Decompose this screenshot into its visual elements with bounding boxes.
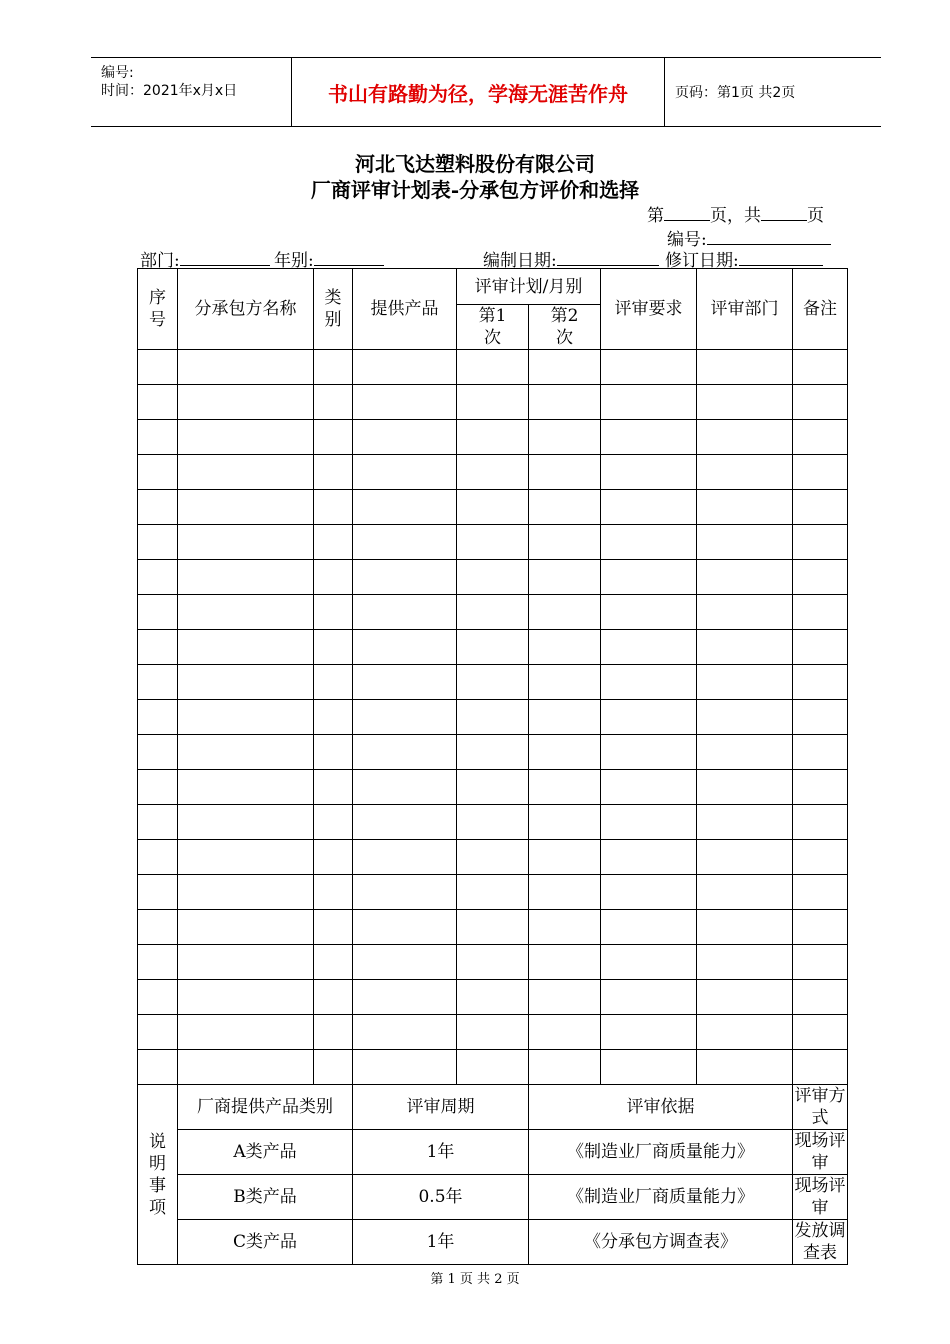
table-cell[interactable] (793, 840, 848, 875)
department-label: 部门: (140, 251, 180, 271)
table-cell[interactable] (793, 700, 848, 735)
table-cell[interactable] (353, 630, 457, 665)
table-cell[interactable] (529, 665, 601, 700)
table-cell[interactable] (529, 945, 601, 980)
table-cell[interactable] (178, 875, 314, 910)
table-cell[interactable] (178, 770, 314, 805)
table-cell[interactable] (697, 665, 793, 700)
table-cell[interactable] (793, 665, 848, 700)
table-cell[interactable] (793, 595, 848, 630)
table-cell[interactable] (178, 980, 314, 1015)
table-cell[interactable] (353, 385, 457, 420)
table-cell[interactable] (178, 490, 314, 525)
table-cell[interactable] (314, 735, 353, 770)
page-number-field[interactable] (664, 205, 710, 221)
table-row (138, 630, 848, 665)
table-row (138, 875, 848, 910)
table-cell[interactable] (529, 700, 601, 735)
table-cell[interactable] (314, 910, 353, 945)
notes-cell: 1年 (353, 1220, 529, 1265)
header-number-label: 编号: (101, 65, 134, 81)
table-cell[interactable] (353, 1050, 457, 1085)
table-cell[interactable] (793, 385, 848, 420)
table-cell[interactable] (697, 595, 793, 630)
table-cell[interactable] (601, 630, 697, 665)
table-row (138, 1015, 848, 1050)
table-cell[interactable] (697, 770, 793, 805)
page-suffix: 页 (807, 206, 824, 226)
table-cell[interactable] (314, 840, 353, 875)
table-cell[interactable] (529, 1015, 601, 1050)
header-page-cell (665, 58, 881, 126)
page-total-field[interactable] (761, 205, 807, 221)
table-cell[interactable] (697, 910, 793, 945)
page-prefix: 第 (647, 206, 664, 226)
table-cell[interactable] (601, 735, 697, 770)
table-cell[interactable] (314, 770, 353, 805)
table-cell[interactable] (314, 665, 353, 700)
table-cell[interactable] (457, 490, 529, 525)
table-cell[interactable] (793, 420, 848, 455)
header-time: 时间：2021年x月x日 (101, 83, 238, 99)
notes-header-cell: 评审方式 (794, 1086, 846, 1128)
header-second: 第2次 (529, 305, 601, 350)
table-cell[interactable] (178, 385, 314, 420)
table-cell[interactable] (697, 945, 793, 980)
table-cell[interactable] (457, 875, 529, 910)
notes-header-cell: 评审依据 (529, 1085, 793, 1130)
table-cell[interactable] (529, 420, 601, 455)
document-header (91, 57, 881, 127)
table-cell[interactable] (697, 560, 793, 595)
table-cell[interactable] (178, 910, 314, 945)
table-cell[interactable] (314, 980, 353, 1015)
table-cell[interactable] (457, 840, 529, 875)
table-cell[interactable] (697, 980, 793, 1015)
company-title: 河北飞达塑料股份有限公司 (355, 152, 595, 176)
table-cell[interactable] (697, 1050, 793, 1085)
table-cell[interactable] (601, 525, 697, 560)
header-plan: 评审计划/月别 (457, 269, 601, 305)
table-cell[interactable] (138, 840, 178, 875)
table-cell[interactable] (601, 805, 697, 840)
table-cell[interactable] (138, 945, 178, 980)
table-cell[interactable] (314, 805, 353, 840)
table-cell[interactable] (138, 350, 178, 385)
table-cell[interactable] (697, 1015, 793, 1050)
table-cell[interactable] (697, 350, 793, 385)
header-motto: 书山有路勤为径，学海无涯苦作舟 (328, 81, 628, 106)
table-cell[interactable] (529, 490, 601, 525)
table-cell[interactable] (138, 1015, 178, 1050)
table-cell[interactable] (353, 420, 457, 455)
table-cell[interactable] (529, 1050, 601, 1085)
table-cell[interactable] (353, 525, 457, 560)
header-product: 提供产品 (353, 269, 457, 350)
table-cell[interactable] (457, 385, 529, 420)
table-cell[interactable] (138, 770, 178, 805)
revise-date-field[interactable] (739, 250, 823, 266)
table-cell[interactable] (529, 735, 601, 770)
table-cell[interactable] (601, 595, 697, 630)
table-row (138, 490, 848, 525)
notes-cell: B类产品 (178, 1175, 353, 1220)
notes-label: 说明事项 (138, 1085, 178, 1265)
table-cell[interactable] (793, 525, 848, 560)
table-row (138, 525, 848, 560)
table-cell[interactable] (457, 630, 529, 665)
table-row (138, 595, 848, 630)
table-cell[interactable] (457, 595, 529, 630)
table-row (138, 840, 848, 875)
notes-row (138, 1175, 848, 1220)
table-cell[interactable] (601, 910, 697, 945)
header-requirement: 评审要求 (601, 269, 697, 350)
table-cell[interactable] (793, 945, 848, 980)
table-cell[interactable] (353, 770, 457, 805)
table-cell[interactable] (138, 560, 178, 595)
table-cell[interactable] (314, 420, 353, 455)
table-row (138, 665, 848, 700)
table-cell[interactable] (457, 1050, 529, 1085)
table-cell[interactable] (457, 980, 529, 1015)
table-cell[interactable] (793, 490, 848, 525)
table-cell[interactable] (178, 805, 314, 840)
table-cell[interactable] (601, 665, 697, 700)
table-cell[interactable] (601, 490, 697, 525)
table-cell[interactable] (601, 1050, 697, 1085)
table-cell[interactable] (601, 560, 697, 595)
table-cell[interactable] (601, 980, 697, 1015)
table-cell[interactable] (793, 350, 848, 385)
table-cell[interactable] (457, 910, 529, 945)
page-mid: 页，共 (710, 206, 761, 226)
table-cell[interactable] (138, 875, 178, 910)
header-category: 类别 (314, 269, 353, 350)
table-cell[interactable] (178, 1015, 314, 1050)
table-cell[interactable] (314, 945, 353, 980)
table-row (138, 910, 848, 945)
table-cell[interactable] (793, 560, 848, 595)
header-name: 分承包方名称 (178, 269, 314, 350)
table-cell[interactable] (457, 350, 529, 385)
table-cell[interactable] (353, 700, 457, 735)
table-cell[interactable] (529, 875, 601, 910)
table-cell[interactable] (529, 350, 601, 385)
table-cell[interactable] (138, 1050, 178, 1085)
table-cell[interactable] (314, 525, 353, 560)
table-cell[interactable] (178, 455, 314, 490)
table-cell[interactable] (138, 525, 178, 560)
table-cell[interactable] (138, 455, 178, 490)
table-cell[interactable] (353, 1015, 457, 1050)
table-cell[interactable] (601, 420, 697, 455)
revise-date-label: 修订日期: (665, 251, 739, 271)
table-cell[interactable] (457, 525, 529, 560)
table-cell[interactable] (697, 630, 793, 665)
table-cell[interactable] (457, 665, 529, 700)
table-cell[interactable] (314, 385, 353, 420)
table-cell[interactable] (697, 735, 793, 770)
form-number-label: 编号: (667, 230, 707, 250)
table-cell[interactable] (353, 805, 457, 840)
header-info-cell (91, 58, 292, 126)
notes-cell: 0.5年 (353, 1175, 529, 1220)
table-cell[interactable] (529, 455, 601, 490)
table-cell[interactable] (697, 455, 793, 490)
table-cell[interactable] (601, 350, 697, 385)
table-cell[interactable] (529, 595, 601, 630)
table-cell[interactable] (314, 490, 353, 525)
table-cell[interactable] (353, 840, 457, 875)
table-cell[interactable] (353, 875, 457, 910)
table-cell[interactable] (178, 735, 314, 770)
table-row (138, 455, 848, 490)
table-cell[interactable] (138, 700, 178, 735)
table-cell[interactable] (793, 910, 848, 945)
table-row (138, 350, 848, 385)
table-cell[interactable] (138, 910, 178, 945)
table-cell[interactable] (697, 700, 793, 735)
table-cell[interactable] (138, 980, 178, 1015)
table-row (138, 805, 848, 840)
table-cell[interactable] (697, 805, 793, 840)
header-remark: 备注 (793, 269, 848, 350)
notes-cell: 《制造业厂商质量能力》 (529, 1130, 793, 1175)
table-cell[interactable] (314, 455, 353, 490)
table-cell[interactable] (353, 735, 457, 770)
table-row (138, 1050, 848, 1085)
table-row (138, 560, 848, 595)
notes-row (138, 1220, 848, 1265)
table-cell[interactable] (138, 735, 178, 770)
table-cell[interactable] (601, 945, 697, 980)
table-cell[interactable] (457, 700, 529, 735)
review-plan-table (137, 268, 848, 1265)
table-cell[interactable] (353, 560, 457, 595)
notes-cell: 《分承包方调查表》 (529, 1220, 793, 1265)
table-cell[interactable] (353, 910, 457, 945)
year-label: 年别: (274, 251, 314, 271)
table-cell[interactable] (178, 595, 314, 630)
table-cell[interactable] (457, 560, 529, 595)
table-cell[interactable] (457, 1015, 529, 1050)
table-cell[interactable] (793, 1015, 848, 1050)
year-field[interactable] (314, 250, 384, 266)
table-cell[interactable] (138, 595, 178, 630)
table-row (138, 735, 848, 770)
notes-header-cell: 厂商提供产品类别 (178, 1085, 353, 1130)
table-row (138, 945, 848, 980)
table-cell[interactable] (529, 770, 601, 805)
table-cell[interactable] (314, 700, 353, 735)
table-cell[interactable] (601, 840, 697, 875)
table-cell[interactable] (353, 595, 457, 630)
table-cell[interactable] (457, 420, 529, 455)
table-cell[interactable] (601, 385, 697, 420)
table-cell[interactable] (529, 980, 601, 1015)
table-cell[interactable] (601, 455, 697, 490)
table-cell[interactable] (529, 560, 601, 595)
table-cell[interactable] (353, 945, 457, 980)
table-cell[interactable] (529, 630, 601, 665)
notes-cell: 现场评审 (794, 1131, 846, 1173)
table-cell[interactable] (529, 910, 601, 945)
form-number-field[interactable] (707, 229, 831, 245)
department-field[interactable] (180, 250, 270, 266)
table-cell[interactable] (138, 420, 178, 455)
table-row (138, 980, 848, 1015)
table-cell[interactable] (529, 805, 601, 840)
table-cell[interactable] (353, 665, 457, 700)
table-cell[interactable] (178, 1050, 314, 1085)
table-cell[interactable] (178, 560, 314, 595)
table-cell[interactable] (793, 455, 848, 490)
table-cell[interactable] (178, 420, 314, 455)
table-cell[interactable] (697, 840, 793, 875)
table-cell[interactable] (457, 455, 529, 490)
table-cell[interactable] (697, 490, 793, 525)
table-cell[interactable] (457, 945, 529, 980)
notes-cell: 《制造业厂商质量能力》 (529, 1175, 793, 1220)
header-motto-cell (292, 58, 665, 126)
table-cell[interactable] (178, 630, 314, 665)
header-page-code: 页码：第1页 共2页 (675, 85, 796, 101)
compile-date-label: 编制日期: (483, 251, 557, 271)
table-cell[interactable] (793, 875, 848, 910)
table-cell[interactable] (314, 875, 353, 910)
table-cell[interactable] (178, 525, 314, 560)
table-row (138, 770, 848, 805)
table-cell[interactable] (697, 525, 793, 560)
table-cell[interactable] (793, 980, 848, 1015)
table-row (138, 700, 848, 735)
table-cell[interactable] (529, 525, 601, 560)
notes-header-cell: 评审周期 (353, 1085, 529, 1130)
table-cell[interactable] (353, 455, 457, 490)
table-cell[interactable] (457, 735, 529, 770)
table-cell[interactable] (353, 490, 457, 525)
table-row (138, 385, 848, 420)
table-cell[interactable] (138, 630, 178, 665)
notes-cell: A类产品 (178, 1130, 353, 1175)
table-cell[interactable] (138, 490, 178, 525)
table-cell[interactable] (178, 945, 314, 980)
table-cell[interactable] (138, 385, 178, 420)
compile-date-field[interactable] (557, 250, 659, 266)
table-cell[interactable] (601, 1015, 697, 1050)
form-title: 厂商评审计划表-分承包方评价和选择 (310, 178, 640, 202)
table-cell[interactable] (529, 840, 601, 875)
page-count-line (647, 201, 824, 226)
table-cell[interactable] (314, 350, 353, 385)
table-cell[interactable] (793, 770, 848, 805)
table-cell[interactable] (178, 665, 314, 700)
table-cell[interactable] (353, 980, 457, 1015)
notes-row (138, 1130, 848, 1175)
table-cell[interactable] (178, 840, 314, 875)
table-cell[interactable] (793, 630, 848, 665)
notes-cell: 发放调查表 (794, 1221, 846, 1263)
table-cell[interactable] (314, 1050, 353, 1085)
table-cell[interactable] (314, 630, 353, 665)
table-cell[interactable] (697, 385, 793, 420)
table-cell[interactable] (314, 1015, 353, 1050)
header-first: 第1次 (457, 305, 529, 350)
table-cell[interactable] (529, 385, 601, 420)
header-seq: 序号 (138, 269, 178, 350)
table-cell[interactable] (353, 350, 457, 385)
header-department: 评审部门 (697, 269, 793, 350)
table-cell[interactable] (457, 770, 529, 805)
table-cell[interactable] (314, 595, 353, 630)
table-cell[interactable] (793, 1050, 848, 1085)
notes-cell: 1年 (353, 1130, 529, 1175)
table-cell[interactable] (601, 700, 697, 735)
notes-cell: 现场评审 (794, 1176, 846, 1218)
page-footer: 第 1 页 共 2 页 (430, 1272, 520, 1287)
table-cell[interactable] (793, 735, 848, 770)
notes-header-row (138, 1085, 848, 1130)
table-cell[interactable] (314, 560, 353, 595)
notes-cell: C类产品 (178, 1220, 353, 1265)
table-cell[interactable] (793, 805, 848, 840)
table-cell[interactable] (178, 700, 314, 735)
table-cell[interactable] (601, 770, 697, 805)
table-cell[interactable] (178, 350, 314, 385)
table-cell[interactable] (138, 805, 178, 840)
table-cell[interactable] (138, 665, 178, 700)
table-cell[interactable] (457, 805, 529, 840)
table-row (138, 420, 848, 455)
table-cell[interactable] (697, 875, 793, 910)
table-cell[interactable] (697, 420, 793, 455)
table-cell[interactable] (601, 875, 697, 910)
